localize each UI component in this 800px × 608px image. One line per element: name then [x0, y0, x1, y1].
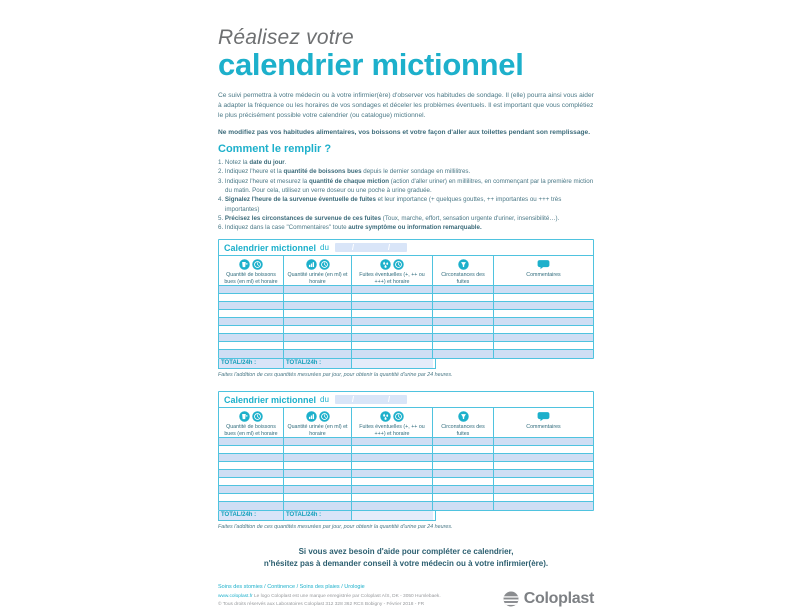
entry-cell-boissons[interactable]: [219, 350, 284, 358]
entry-cell-boissons[interactable]: [219, 494, 284, 502]
entry-cell-boissons[interactable]: [219, 318, 284, 326]
table-title: Calendrier mictionnel: [224, 394, 317, 405]
entry-cell-circonstances[interactable]: [433, 310, 494, 318]
entry-cell-circonstances[interactable]: [433, 294, 494, 302]
instruction-item: 6. Indiquez dans la case "Commentaires" toute autre symptôme ou information remarquable.: [218, 224, 482, 232]
entry-cell-circonstances[interactable]: [433, 446, 494, 454]
entry-cell-boissons[interactable]: [219, 502, 284, 510]
page-title: calendrier mictionnel: [218, 47, 524, 83]
entry-cell-commentaires[interactable]: [494, 350, 593, 358]
entry-cell-fuites[interactable]: [352, 486, 433, 494]
column-header-label: Fuites éventuelles (+, ++ ou +++) et horaire: [359, 272, 425, 285]
comment-icon: [537, 410, 550, 423]
entry-cell-fuites[interactable]: [352, 446, 433, 454]
legal-line-2: © Tous droits réservés aux Laboratoires Coloplast 312 328 362 RCS Bobigny - Février 2018 - FR: [218, 601, 425, 607]
entry-cell-fuites[interactable]: [352, 326, 433, 334]
entry-cell-circonstances[interactable]: [433, 438, 494, 446]
date-separator: /: [387, 243, 391, 253]
total-cell-empty[interactable]: [352, 511, 433, 520]
total-cell-urine[interactable]: TOTAL/24h :: [284, 511, 352, 520]
instruction-item: 1. Notez la date du jour.: [218, 159, 287, 167]
entry-cell-urine[interactable]: [284, 350, 352, 358]
table-frame: [218, 391, 594, 511]
column-header-label: Commentaires: [526, 272, 561, 279]
entry-cell-urine[interactable]: [284, 294, 352, 302]
table-title-bar: [219, 240, 593, 256]
glass-icon: [239, 259, 250, 270]
entry-cell-circonstances[interactable]: [433, 334, 494, 342]
measure-icon: [306, 259, 317, 270]
howto-list: [218, 158, 594, 232]
entry-cell-circonstances[interactable]: [433, 478, 494, 486]
entry-cell-boissons[interactable]: [219, 478, 284, 486]
entry-cell-circonstances[interactable]: [433, 286, 494, 294]
date-separator: /: [387, 395, 391, 405]
column-header-label: Quantité de boissons bues (en ml) et horaire: [224, 424, 278, 437]
entry-cell-circonstances[interactable]: [433, 350, 494, 358]
entry-cell-fuites[interactable]: [352, 502, 433, 510]
entry-cell-urine[interactable]: [284, 318, 352, 326]
entry-cell-fuites[interactable]: [352, 494, 433, 502]
total-row: [218, 359, 436, 369]
table-title-bar: [219, 392, 593, 408]
entry-cell-boissons[interactable]: [219, 286, 284, 294]
column-header-urine: [284, 408, 352, 438]
entry-cell-fuites[interactable]: [352, 350, 433, 358]
date-separator: /: [351, 243, 355, 253]
instruction-item: 5. Précisez les circonstances de survenue de ces fuites (Toux, marche, effort, sensation urgente d'uriner, insensibilité…).: [218, 214, 560, 222]
entry-cell-commentaires[interactable]: [494, 294, 593, 302]
table-frame: [218, 239, 594, 359]
entry-cell-fuites[interactable]: [352, 318, 433, 326]
help-text: [218, 546, 594, 570]
entry-cell-commentaires[interactable]: [494, 462, 593, 470]
entry-cell-commentaires[interactable]: [494, 454, 593, 462]
entry-cell-fuites[interactable]: [352, 286, 433, 294]
entry-cell-fuites[interactable]: [352, 462, 433, 470]
column-header-label: Quantité urinée (en ml) et horaire: [287, 272, 348, 285]
clock-icon: [252, 411, 263, 422]
instruction-item: 4. Signalez l'heure de la survenue éventuelle de fuites et leur importance (+ quelques gouttes, ++ importantes ou +++ très importantes): [218, 196, 562, 213]
table-note: Faites l'addition de ces quantités mesurées par jour, pour obtenir la quantité d'urine par 24 heures.: [218, 372, 453, 379]
total-cell-empty[interactable]: [352, 359, 433, 368]
entry-cell-urine[interactable]: [284, 454, 352, 462]
footer: [218, 584, 594, 607]
entry-cell-urine[interactable]: [284, 334, 352, 342]
entry-cell-boissons[interactable]: [219, 470, 284, 478]
column-icons: [239, 410, 263, 423]
bladder-icon: [458, 411, 469, 422]
date-input[interactable]: [335, 243, 407, 252]
column-header-commentaires: [494, 256, 593, 286]
table-grid: [219, 408, 593, 510]
column-header-label: Circonstances des fuites: [441, 424, 485, 437]
entry-cell-commentaires[interactable]: [494, 310, 593, 318]
drops-icon: [380, 259, 391, 270]
column-header-fuites: [352, 256, 433, 286]
column-icons: [380, 258, 404, 271]
date-input[interactable]: [335, 395, 407, 404]
instruction-item: 3. Indiquez l'heure et mesurez la quantité de chaque miction (action d'aller uriner) en millilitres, en commençant par la première miction du matin. Pour cela, utilisez un verre doseur ou une poche à urine graduée.: [218, 177, 594, 194]
date-separator: /: [351, 395, 355, 405]
column-header-urine: [284, 256, 352, 286]
clock-icon: [252, 259, 263, 270]
entry-cell-boissons[interactable]: [219, 326, 284, 334]
page-content: [218, 26, 594, 608]
entry-cell-commentaires[interactable]: [494, 334, 593, 342]
column-icons: [537, 410, 550, 423]
column-icons: [458, 410, 469, 423]
entry-cell-commentaires[interactable]: [494, 486, 593, 494]
entry-cell-fuites[interactable]: [352, 478, 433, 486]
coloplast-globe-icon: [502, 590, 520, 608]
entry-cell-boissons[interactable]: [219, 294, 284, 302]
drops-icon: [380, 411, 391, 422]
column-header-label: Commentaires: [526, 424, 561, 431]
tables-root: [218, 239, 594, 530]
clock-icon: [393, 411, 404, 422]
total-cell-urine[interactable]: TOTAL/24h :: [284, 359, 352, 368]
entry-cell-commentaires[interactable]: [494, 446, 593, 454]
legal-trademark-text: Le logo Coloplast est une marque enregistrée par Coloplast A/S, DK - 3050 Humlebaek.: [254, 594, 441, 600]
entry-cell-commentaires[interactable]: [494, 302, 593, 310]
column-header-label: Quantité urinée (en ml) et horaire: [287, 424, 348, 437]
entry-cell-fuites[interactable]: [352, 342, 433, 350]
column-header-circonstances: [433, 408, 494, 438]
entry-cell-boissons[interactable]: [219, 302, 284, 310]
entry-cell-urine[interactable]: [284, 310, 352, 318]
entry-cell-circonstances[interactable]: [433, 494, 494, 502]
entry-cell-commentaires[interactable]: [494, 502, 593, 510]
entry-cell-boissons[interactable]: [219, 438, 284, 446]
column-icons: [537, 258, 550, 271]
entry-cell-boissons[interactable]: [219, 342, 284, 350]
entry-cell-circonstances[interactable]: [433, 462, 494, 470]
column-header-fuites: [352, 408, 433, 438]
column-icons: [306, 258, 330, 271]
column-icons: [239, 258, 263, 271]
entry-cell-boissons[interactable]: [219, 334, 284, 342]
glass-icon: [239, 411, 250, 422]
comment-icon: [537, 258, 550, 271]
entry-cell-urine[interactable]: [284, 326, 352, 334]
entry-cell-boissons[interactable]: [219, 454, 284, 462]
entry-cell-fuites[interactable]: [352, 470, 433, 478]
instruction-item: 2. Indiquez l'heure et la quantité de boissons bues depuis le dernier sondage en millilitres.: [218, 168, 471, 176]
measure-icon: [306, 411, 317, 422]
entry-cell-fuites[interactable]: [352, 334, 433, 342]
entry-cell-circonstances[interactable]: [433, 342, 494, 350]
entry-cell-fuites[interactable]: [352, 310, 433, 318]
entry-cell-boissons[interactable]: [219, 310, 284, 318]
entry-cell-boissons[interactable]: [219, 486, 284, 494]
entry-cell-urine[interactable]: [284, 470, 352, 478]
mictionnel-table-1: [218, 239, 594, 378]
business-areas-line: Soins des stomies / Continence / Soins des plaies / Urologie: [218, 584, 365, 591]
total-cell-boissons[interactable]: TOTAL/24h :: [219, 511, 284, 520]
clock-icon: [319, 411, 330, 422]
coloplast-logo: [502, 590, 594, 608]
entry-cell-circonstances[interactable]: [433, 302, 494, 310]
coloplast-website-link[interactable]: www.coloplast.fr: [218, 594, 253, 600]
column-icons: [306, 410, 330, 423]
entry-cell-urine[interactable]: [284, 462, 352, 470]
entry-cell-urine[interactable]: [284, 494, 352, 502]
table-title-suffix: du: [320, 243, 329, 253]
entry-cell-commentaires[interactable]: [494, 494, 593, 502]
entry-cell-commentaires[interactable]: [494, 286, 593, 294]
table-grid: [219, 256, 593, 358]
entry-cell-circonstances[interactable]: [433, 502, 494, 510]
entry-cell-commentaires[interactable]: [494, 318, 593, 326]
warning-paragraph: Ne modifiez pas vos habitudes alimentaires, vos boissons et votre façon d'aller aux toilettes pendant son remplissage.: [218, 128, 591, 136]
entry-cell-urine[interactable]: [284, 286, 352, 294]
column-header-circonstances: [433, 256, 494, 286]
page-title-intro: Réalisez votre: [218, 26, 354, 49]
bladder-icon: [458, 259, 469, 270]
entry-cell-circonstances[interactable]: [433, 454, 494, 462]
entry-cell-commentaires[interactable]: [494, 470, 593, 478]
entry-cell-boissons[interactable]: [219, 446, 284, 454]
entry-cell-urine[interactable]: [284, 438, 352, 446]
entry-cell-commentaires[interactable]: [494, 438, 593, 446]
column-header-label: Circonstances des fuites: [441, 272, 485, 285]
column-header-commentaires: [494, 408, 593, 438]
help-line-1: Si vous avez besoin d'aide pour compléter ce calendrier,: [298, 547, 514, 557]
entry-cell-fuites[interactable]: [352, 438, 433, 446]
total-cell-boissons[interactable]: TOTAL/24h :: [219, 359, 284, 368]
entry-cell-commentaires[interactable]: [494, 326, 593, 334]
intro-paragraph: Ce suivi permettra à votre médecin ou à votre infirmier(ère) d'observer vos habitudes de sondage. Il (elle) pourra ainsi vous aider à adapter la fréquence ou les horaires de vos sondages et déceler les problèmes éventuels. Il est important que vous complétiez le plus précisément possible votre calendrier (ou catalogue) mictionnel.: [218, 91, 594, 120]
howto-heading: Comment le remplir ?: [218, 143, 332, 156]
entry-cell-fuites[interactable]: [352, 454, 433, 462]
table-title: Calendrier mictionnel: [224, 242, 317, 253]
mictionnel-table-2: [218, 391, 594, 530]
table-note: Faites l'addition de ces quantités mesurées par jour, pour obtenir la quantité d'urine par 24 heures.: [218, 524, 453, 531]
entry-cell-urine[interactable]: [284, 502, 352, 510]
column-header-boissons: [219, 256, 284, 286]
entry-cell-fuites[interactable]: [352, 294, 433, 302]
column-icons: [380, 410, 404, 423]
entry-cell-urine[interactable]: [284, 342, 352, 350]
entry-cell-commentaires[interactable]: [494, 478, 593, 486]
entry-cell-fuites[interactable]: [352, 302, 433, 310]
entry-cell-circonstances[interactable]: [433, 470, 494, 478]
clock-icon: [393, 259, 404, 270]
entry-cell-urine[interactable]: [284, 446, 352, 454]
coloplast-wordmark: Coloplast: [523, 589, 594, 607]
entry-cell-circonstances[interactable]: [433, 326, 494, 334]
legal-text: [218, 593, 441, 607]
column-icons: [458, 258, 469, 271]
entry-cell-urine[interactable]: [284, 478, 352, 486]
help-line-2: n'hésitez pas à demander conseil à votre médecin ou à votre infirmier(ère).: [263, 559, 549, 569]
entry-cell-circonstances[interactable]: [433, 318, 494, 326]
entry-cell-boissons[interactable]: [219, 462, 284, 470]
table-title-suffix: du: [320, 395, 329, 405]
column-header-boissons: [219, 408, 284, 438]
entry-cell-circonstances[interactable]: [433, 486, 494, 494]
entry-cell-commentaires[interactable]: [494, 342, 593, 350]
total-row: [218, 511, 436, 521]
entry-cell-urine[interactable]: [284, 486, 352, 494]
clock-icon: [319, 259, 330, 270]
column-header-label: Fuites éventuelles (+, ++ ou +++) et horaire: [359, 424, 425, 437]
entry-cell-urine[interactable]: [284, 302, 352, 310]
column-header-label: Quantité de boissons bues (en ml) et horaire: [224, 272, 278, 285]
footer-text-block: [218, 584, 441, 607]
